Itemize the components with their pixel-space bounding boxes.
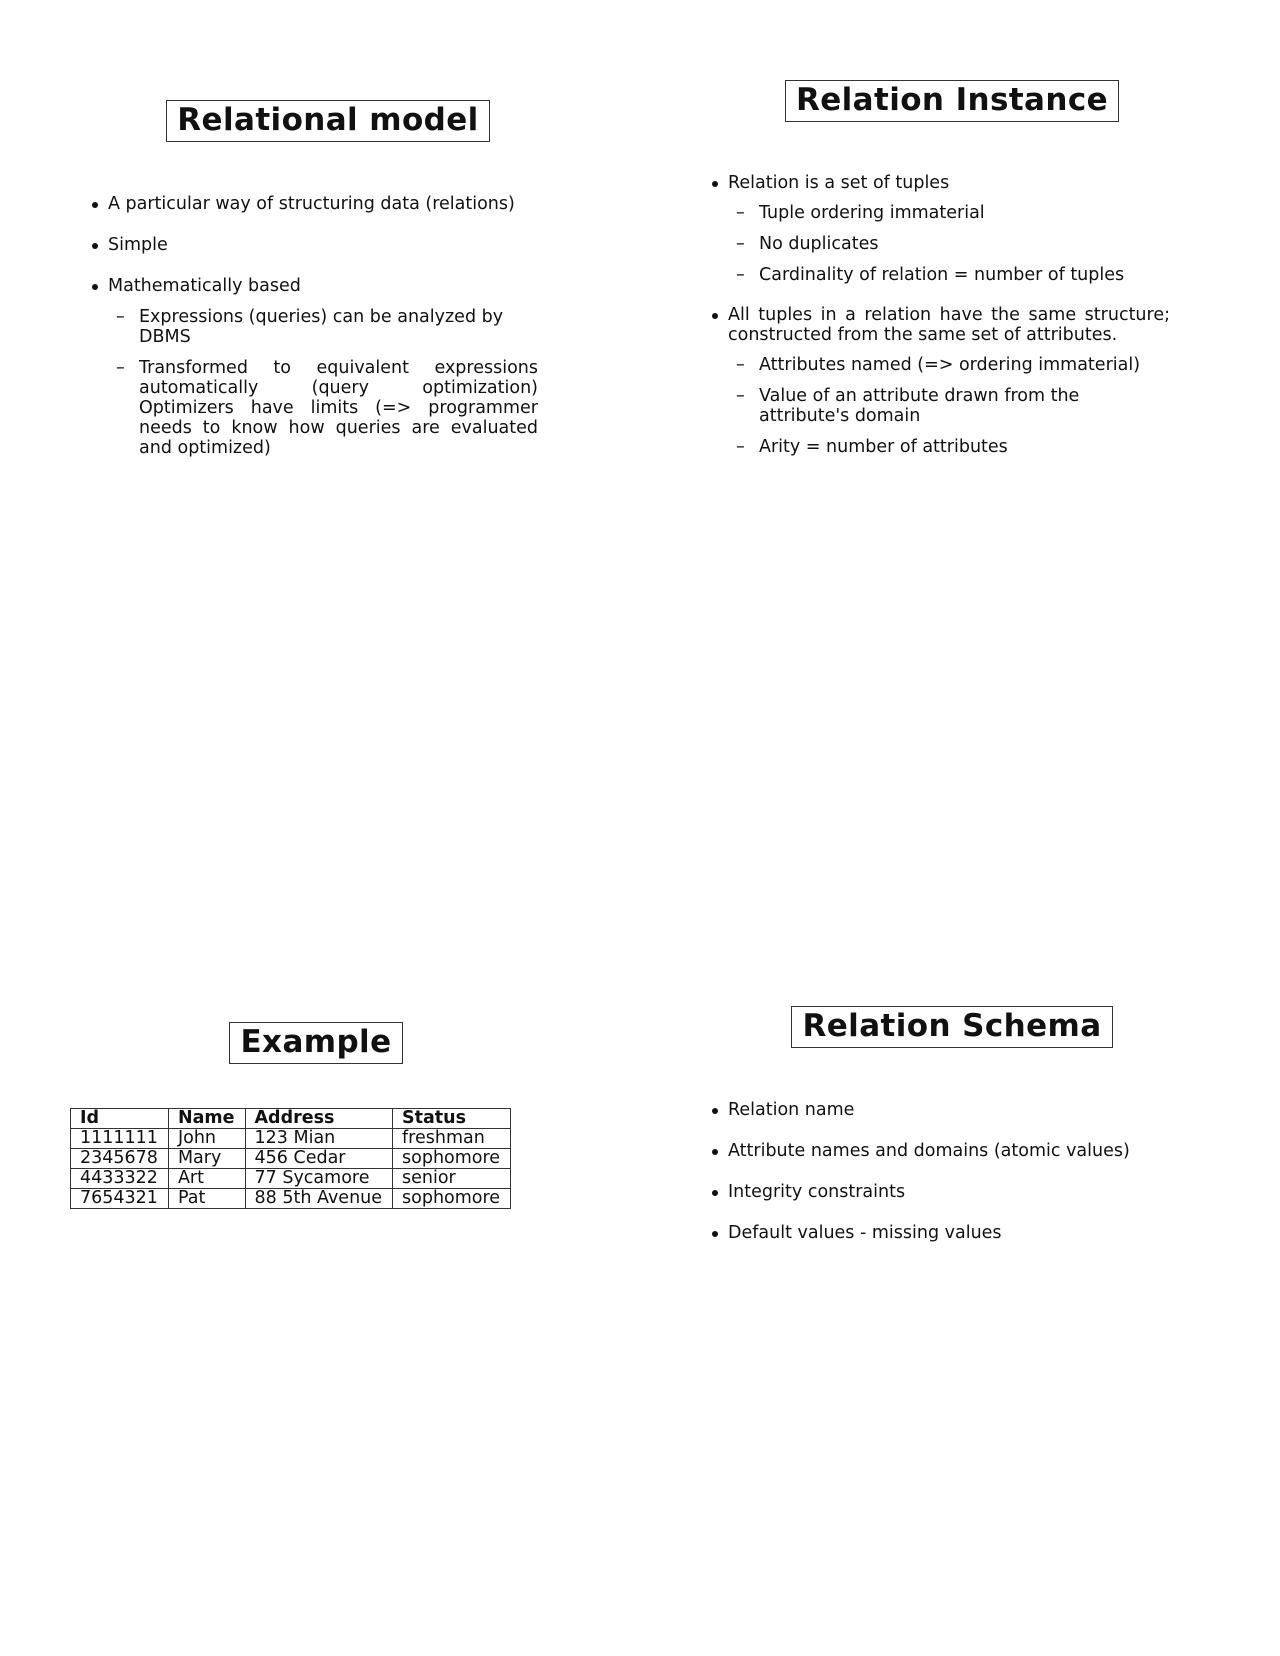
bullet-text: Attribute names and domains (atomic values) xyxy=(728,1141,1130,1161)
column-header-address: Address xyxy=(245,1109,393,1129)
table-cell: 123 Mian xyxy=(245,1129,393,1149)
bullet-item xyxy=(700,1182,1260,1202)
table-cell: 88 5th Avenue xyxy=(245,1189,393,1209)
slide-title: Example xyxy=(229,1022,402,1064)
slide-relation-instance xyxy=(700,80,1260,477)
column-header-status: Status xyxy=(393,1109,511,1129)
bullet-item xyxy=(700,305,1170,457)
bullet-text: Default values - missing values xyxy=(728,1223,1002,1243)
sub-bullet-item: – Tuple ordering immaterial xyxy=(728,203,1170,223)
table-row xyxy=(71,1169,511,1189)
slide-relation-schema xyxy=(700,1006,1260,1264)
sub-bullet-item: – Value of an attribute drawn from the attribute's domain xyxy=(728,386,1170,426)
sub-bullet-list xyxy=(728,355,1170,457)
table-header-row xyxy=(71,1109,511,1129)
table-cell: 7654321 xyxy=(71,1189,169,1209)
sub-bullet-list xyxy=(108,307,538,458)
column-header-id: Id xyxy=(71,1109,169,1129)
table-row xyxy=(71,1129,511,1149)
table-cell: John xyxy=(168,1129,245,1149)
bullet-item xyxy=(700,1100,1260,1120)
slide-title: Relation Instance xyxy=(785,80,1119,122)
table-cell: 2345678 xyxy=(71,1149,169,1169)
sub-bullet-item: – Transformed to equivalent expressions automatically (query optimization) Optimizers have limits (=> programmer needs to know how queries are evaluated and optimized) xyxy=(108,358,538,458)
bullet-text: A particular way of structuring data (relations) xyxy=(108,194,515,214)
bullet-item xyxy=(80,235,640,255)
table-row xyxy=(71,1149,511,1169)
bullet-list xyxy=(700,1100,1260,1243)
bullet-item xyxy=(80,194,640,214)
sub-bullet-item: – Expressions (queries) can be analyzed by DBMS xyxy=(108,307,538,347)
bullet-list xyxy=(80,194,640,458)
sub-bullet-item: – Attributes named (=> ordering immaterial) xyxy=(728,355,1170,375)
table-cell: 77 Sycamore xyxy=(245,1169,393,1189)
sub-bullet-list xyxy=(728,203,1170,285)
bullet-list xyxy=(700,173,1170,457)
bullet-item xyxy=(700,1223,1260,1243)
table-row xyxy=(71,1189,511,1209)
table-cell: 1111111 xyxy=(71,1129,169,1149)
bullet-item xyxy=(700,1141,1260,1161)
example-table xyxy=(70,1108,511,1209)
sub-bullet-item: – No duplicates xyxy=(728,234,1170,254)
sub-bullet-item: – Cardinality of relation = number of tuples xyxy=(728,265,1170,285)
table-cell: Art xyxy=(168,1169,245,1189)
bullet-text: Simple xyxy=(108,235,168,255)
slide-title: Relational model xyxy=(166,100,489,142)
bullet-text: Relation is a set of tuples xyxy=(728,173,950,193)
bullet-text: Mathematically based xyxy=(108,276,301,296)
slide-title: Relation Schema xyxy=(791,1006,1112,1048)
bullet-text: Integrity constraints xyxy=(728,1182,906,1202)
table-cell: 456 Cedar xyxy=(245,1149,393,1169)
bullet-text: Relation name xyxy=(728,1100,855,1120)
table-cell: senior xyxy=(393,1169,511,1189)
bullet-item xyxy=(700,173,1170,285)
slide-example xyxy=(70,1022,630,1209)
table-cell: sophomore xyxy=(393,1189,511,1209)
table-cell: 4433322 xyxy=(71,1169,169,1189)
column-header-name: Name xyxy=(168,1109,245,1129)
slide-relational-model xyxy=(80,100,640,479)
table-cell: Mary xyxy=(168,1149,245,1169)
table-cell: Pat xyxy=(168,1189,245,1209)
sub-bullet-item: – Arity = number of attributes xyxy=(728,437,1170,457)
table-cell: sophomore xyxy=(393,1149,511,1169)
bullet-text: All tuples in a relation have the same structure; constructed from the same set of attributes. xyxy=(728,305,1170,345)
bullet-item xyxy=(80,276,640,458)
table-cell: freshman xyxy=(393,1129,511,1149)
